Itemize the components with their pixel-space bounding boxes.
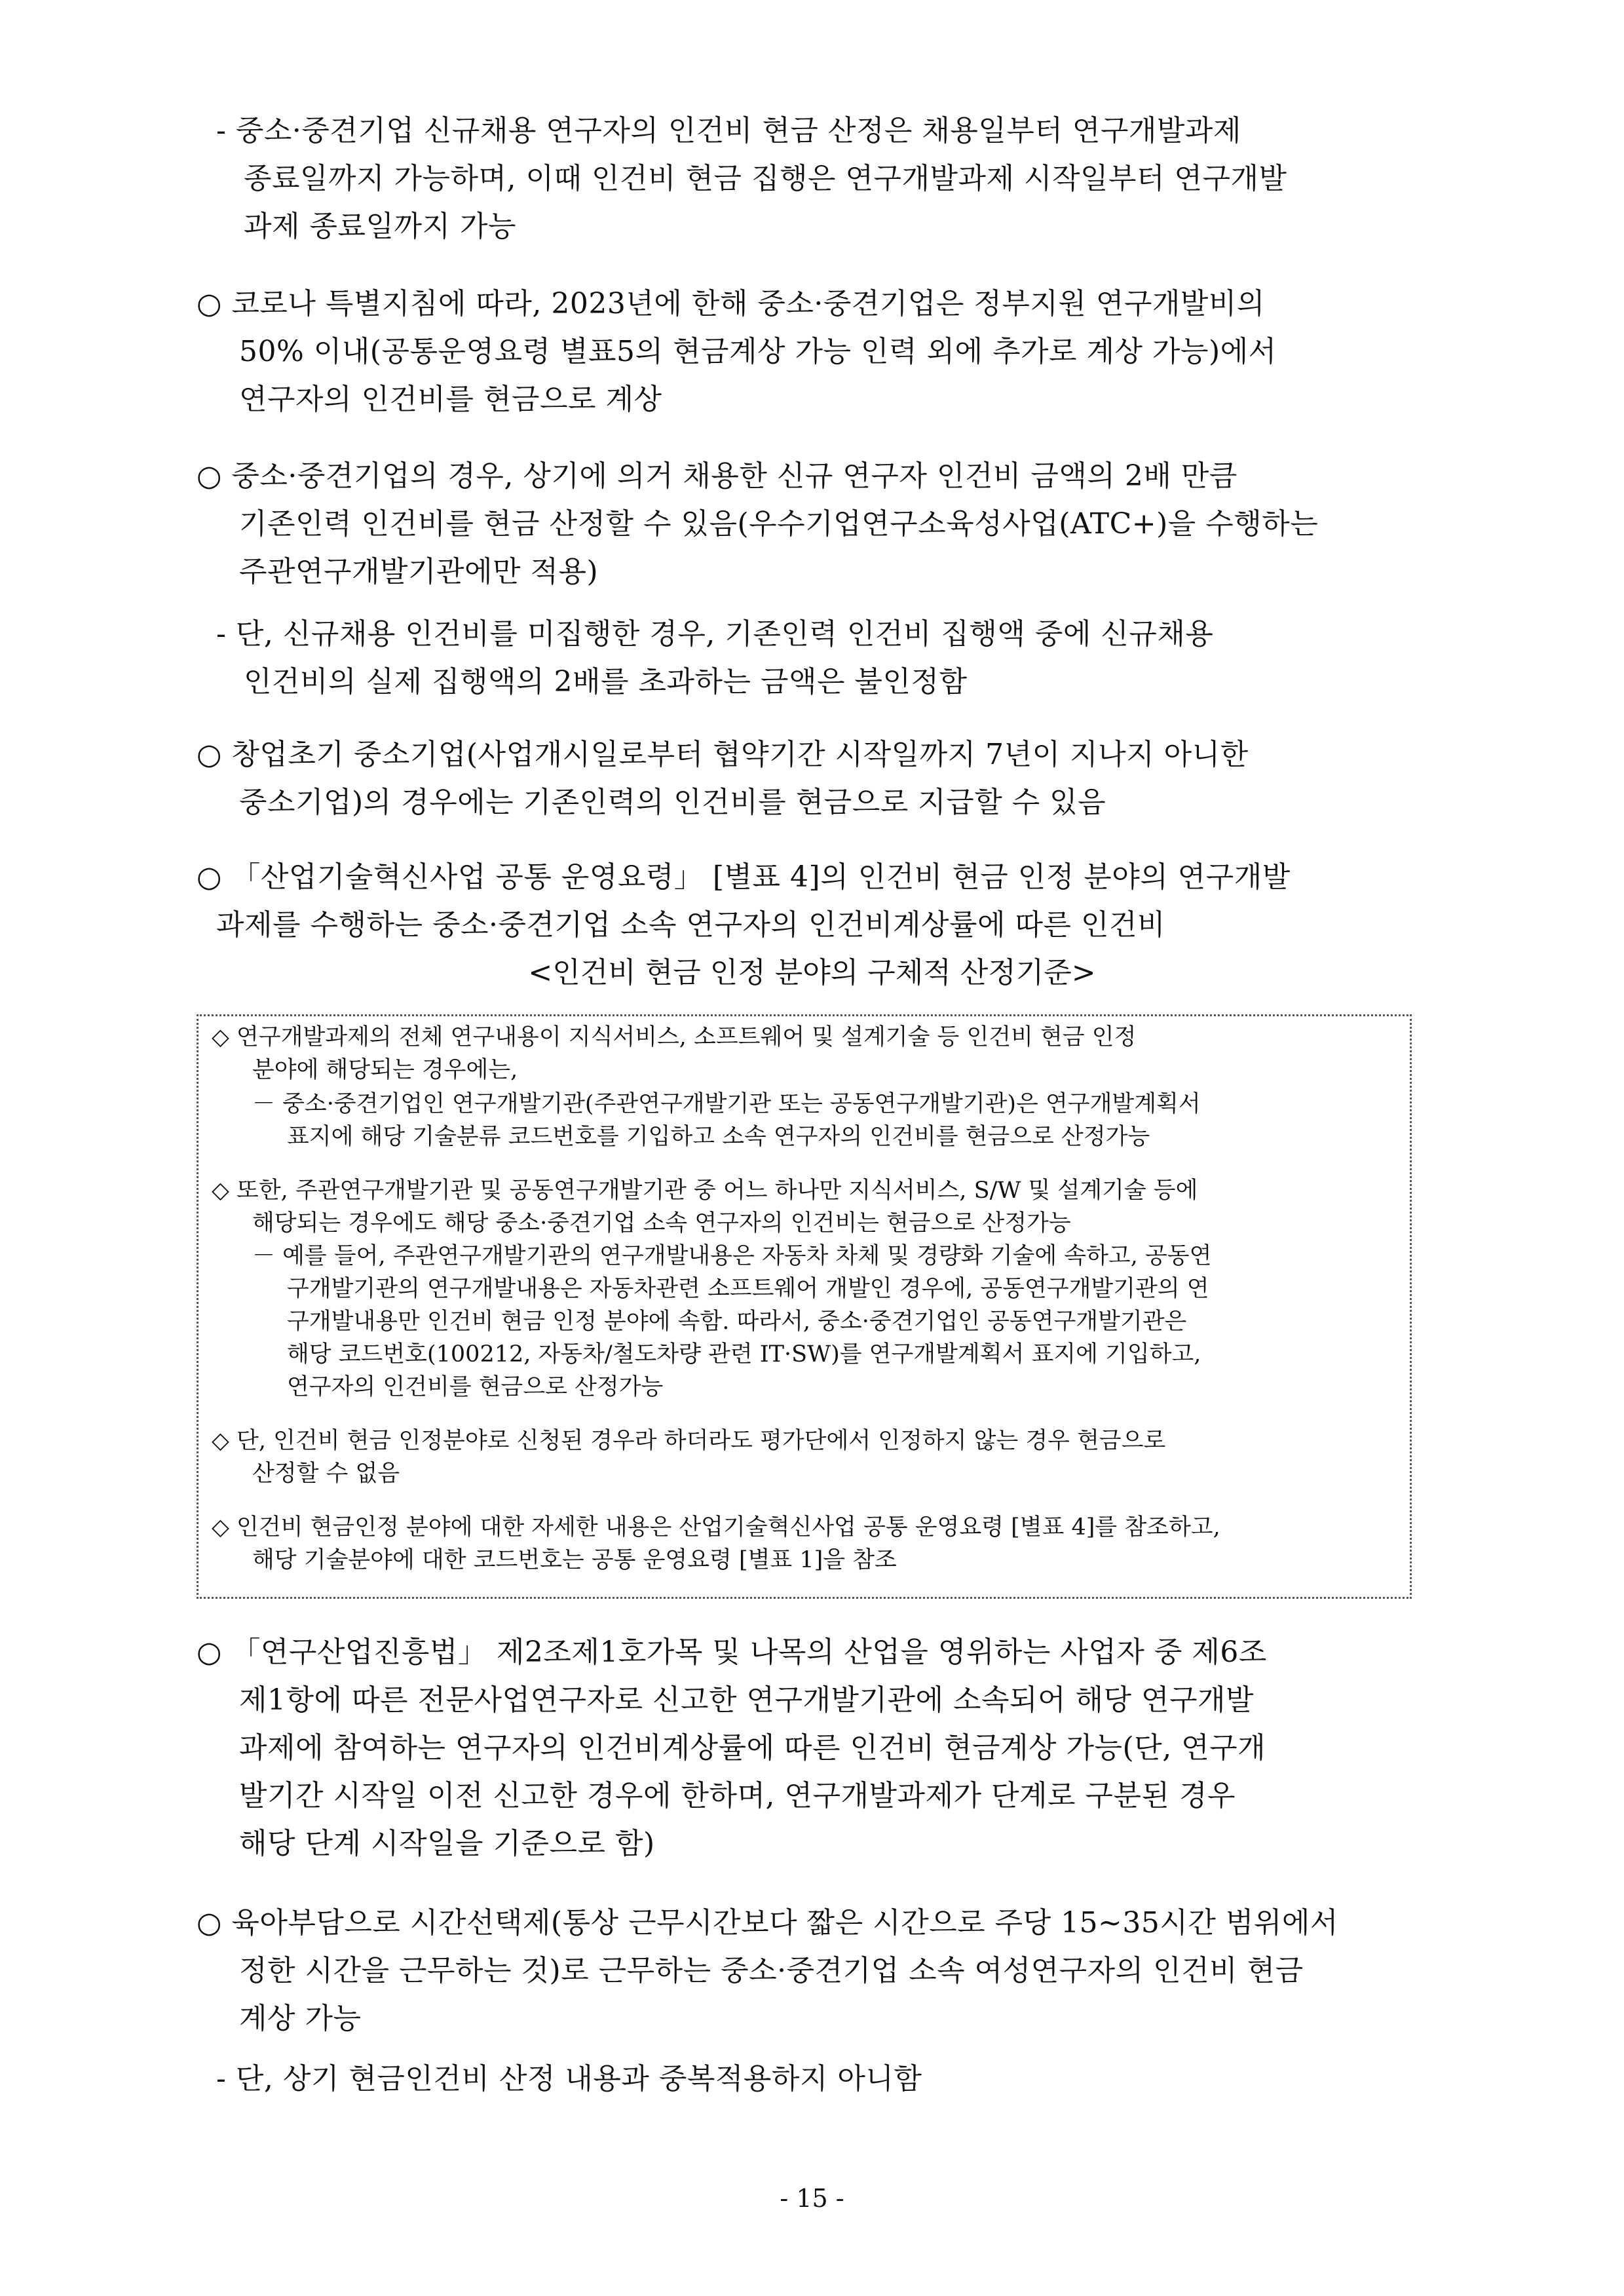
box-line: － 중소·중견기업인 연구개발기관(주관연구개발기관 또는 공동연구개발기관)은 연구개발계획서 bbox=[252, 1091, 1201, 1117]
text-line: 종료일까지 가능하며, 이때 인건비 현금 집행은 연구개발과제 시작일부터 연구개발 bbox=[244, 162, 1287, 195]
box-line: 표지에 해당 기술분류 코드번호를 기입하고 소속 연구자의 인건비를 현금으로 산정가능 bbox=[287, 1124, 1150, 1150]
text-line: - 중소·중견기업 신규채용 연구자의 인건비 현금 산정은 채용일부터 연구개발과제 bbox=[216, 114, 1241, 147]
text-line: 해당 단계 시작일을 기준으로 함) bbox=[239, 1827, 655, 1860]
box-line: － 예를 들어, 주관연구개발기관의 연구개발내용은 자동차 차체 및 경량화 기술에 속하고, 공동연 bbox=[252, 1243, 1212, 1269]
box-line: 분야에 해당되는 경우에는, bbox=[252, 1057, 518, 1083]
text-line: ○ 「산업기술혁신사업 공통 운영요령」 [별표 4]의 인건비 현금 인정 분야의 연구개발 bbox=[197, 860, 1291, 894]
text-line: - 단, 상기 현금인건비 산정 내용과 중복적용하지 아니함 bbox=[216, 2062, 922, 2095]
text-line: ○ 육아부담으로 시간선택제(통상 근무시간보다 짧은 시간으로 주당 15~35시간 범위에서 bbox=[197, 1906, 1338, 1940]
text-line: 제1항에 따른 전문사업연구자로 신고한 연구개발기관에 소속되어 해당 연구개발 bbox=[239, 1683, 1255, 1717]
box-line: 해당 기술분야에 대한 코드번호는 공통 운영요령 [별표 1]을 참조 bbox=[252, 1547, 897, 1573]
box-line: ◇ 인건비 현금인정 분야에 대한 자세한 내용은 산업기술혁신사업 공통 운영요령 [별표 4]를 참조하고, bbox=[212, 1514, 1220, 1540]
text-line: 50% 이내(공통운영요령 별표5의 현금계상 가능 인력 외에 추가로 계상 가능)에서 bbox=[239, 335, 1277, 368]
box-line: ◇ 단, 인건비 현금 인정분야로 신청된 경우라 하더라도 평가단에서 인정하지 않는 경우 현금으로 bbox=[212, 1428, 1166, 1454]
text-line: - 단, 신규채용 인건비를 미집행한 경우, 기존인력 인건비 집행액 중에 신규채용 bbox=[216, 617, 1214, 651]
box-line: 해당 코드번호(100212, 자동차/철도차량 관련 IT·SW)를 연구개발계획서 표지에 기입하고, bbox=[287, 1341, 1201, 1368]
text-line: 과제 종료일까지 가능 bbox=[244, 210, 517, 243]
text-line: 연구자의 인건비를 현금으로 계상 bbox=[239, 383, 662, 416]
box-line: 구개발기관의 연구개발내용은 자동차관련 소프트웨어 개발인 경우에, 공동연구개발기관의 연 bbox=[287, 1276, 1209, 1302]
box-caption: <인건비 현금 인정 분야의 구체적 산정기준> bbox=[528, 956, 1096, 989]
text-line: 계상 가능 bbox=[239, 2002, 362, 2035]
box-line: 해당되는 경우에도 해당 중소·중견기업 소속 연구자의 인건비는 현금으로 산정가능 bbox=[252, 1210, 1071, 1236]
text-line: ○ 중소·중견기업의 경우, 상기에 의거 채용한 신규 연구자 인건비 금액의 2배 만큼 bbox=[197, 459, 1237, 493]
box-line: 구개발내용만 인건비 현금 인정 분야에 속함. 따라서, 중소·중견기업인 공동연구개발기관은 bbox=[287, 1309, 1187, 1335]
criteria-box bbox=[197, 1014, 1412, 1599]
box-line: ◇ 또한, 주관연구개발기관 및 공동연구개발기관 중 어느 하나만 지식서비스, S/W 및 설계기술 등에 bbox=[212, 1177, 1198, 1204]
text-line: 인건비의 실제 집행액의 2배를 초과하는 금액은 불인정함 bbox=[244, 665, 968, 698]
text-line: 과제를 수행하는 중소·중견기업 소속 연구자의 인건비계상률에 따른 인건비 bbox=[216, 908, 1166, 942]
text-line: 과제에 참여하는 연구자의 인건비계상률에 따른 인건비 현금계상 가능(단, 연구개 bbox=[239, 1731, 1266, 1765]
text-line: 발기간 시작일 이전 신고한 경우에 한하며, 연구개발과제가 단계로 구분된 경우 bbox=[239, 1779, 1236, 1812]
box-line: 연구자의 인건비를 현금으로 산정가능 bbox=[287, 1374, 664, 1400]
text-line: ○ 창업초기 중소기업(사업개시일로부터 협약기간 시작일까지 7년이 지나지 아니한 bbox=[197, 738, 1249, 771]
text-line: 중소기업)의 경우에는 기존인력의 인건비를 현금으로 지급할 수 있음 bbox=[239, 786, 1106, 819]
text-line: 기존인력 인건비를 현금 산정할 수 있음(우수기업연구소육성사업(ATC+)을 수행하는 bbox=[239, 507, 1319, 541]
box-line: ◇ 연구개발과제의 전체 연구내용이 지식서비스, 소프트웨어 및 설계기술 등 인건비 현금 인정 bbox=[212, 1024, 1137, 1050]
text-line: 정한 시간을 근무하는 것)로 근무하는 중소·중견기업 소속 여성연구자의 인건비 현금 bbox=[239, 1954, 1304, 1987]
text-line: ○ 코로나 특별지침에 따라, 2023년에 한해 중소·중견기업은 정부지원 연구개발비의 bbox=[197, 287, 1265, 320]
page-number: - 15 - bbox=[780, 2184, 844, 2213]
box-line: 산정할 수 없음 bbox=[252, 1461, 400, 1487]
text-line: 주관연구개발기관에만 적용) bbox=[239, 555, 599, 588]
text-line: ○ 「연구산업진흥법」 제2조제1호가목 및 나목의 산업을 영위하는 사업자 중 제6조 bbox=[197, 1636, 1267, 1669]
